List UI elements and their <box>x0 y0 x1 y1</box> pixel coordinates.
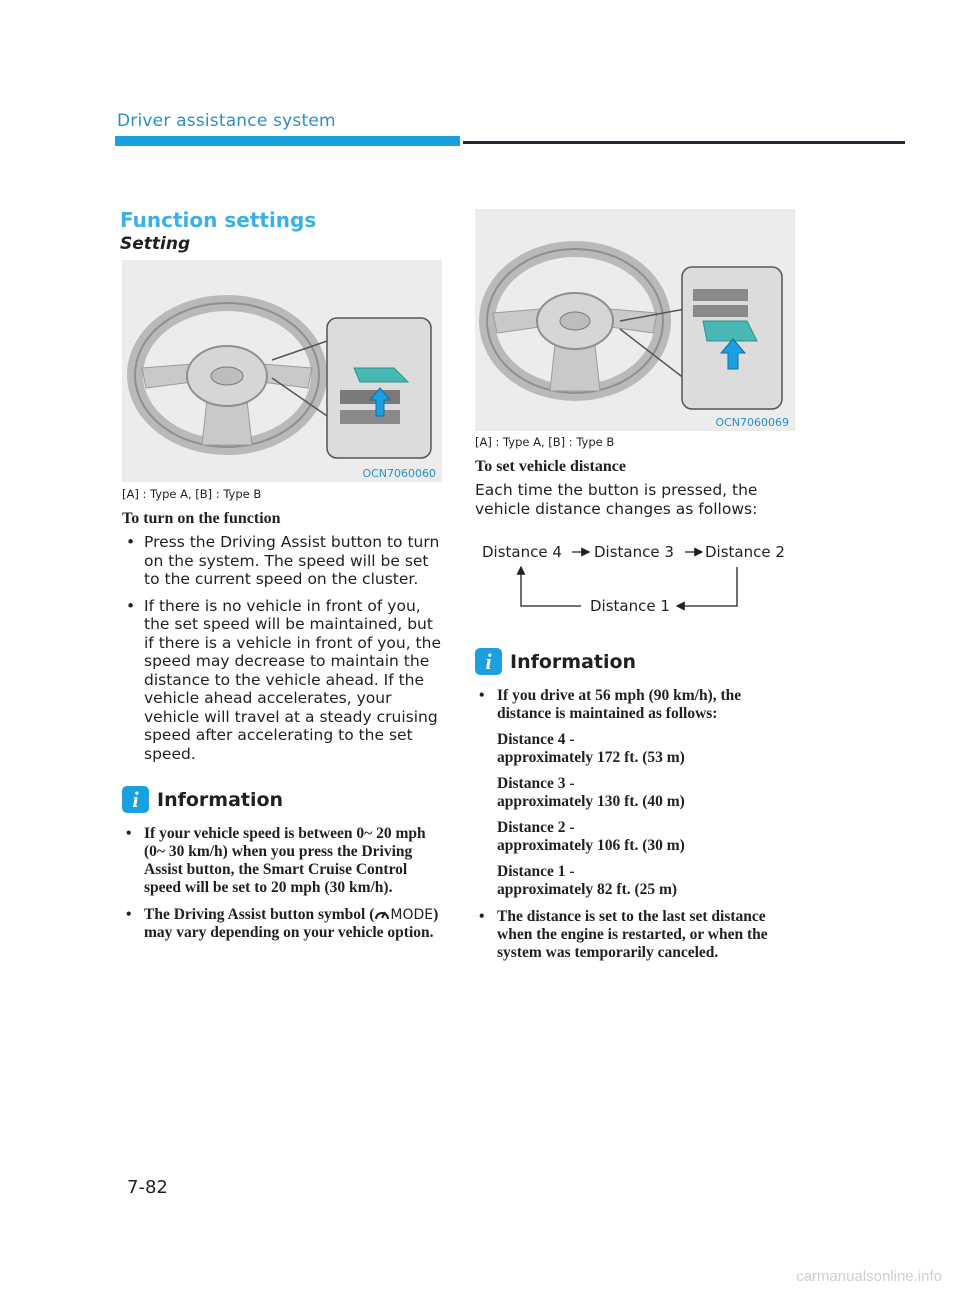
information-box-1 <box>122 786 444 951</box>
set-distance-heading: To set vehicle distance <box>475 458 626 475</box>
info-icon: i <box>475 648 502 675</box>
figure-caption: [A] : Type A, [B] : Type B <box>122 487 262 501</box>
watermark: carmanualsonline.info <box>796 1268 942 1285</box>
header-divider <box>463 141 905 144</box>
distance-4-label: Distance 4 <box>482 543 562 561</box>
turn-on-bullets <box>122 533 444 771</box>
sub-title: Setting <box>120 234 191 254</box>
page-number: 7-82 <box>127 1177 168 1198</box>
information-title: Information <box>157 788 284 811</box>
figure-caption: [A] : Type A, [B] : Type B <box>475 435 615 449</box>
list-item: • The distance is set to the last set distance when the engine is restarted, or when the system was temporarily canceled. <box>475 908 795 962</box>
header-accent-bar <box>115 136 460 146</box>
steering-wheel-figure-1 <box>122 260 442 482</box>
section-title: Function settings <box>120 208 317 232</box>
steering-wheel-figure-2 <box>475 209 795 431</box>
list-item: • If your vehicle speed is between 0~ 20 mph (0~ 30 km/h) when you press the Driving Assist button, the Smart Cruise Control speed will be set to 20 mph (30 km/h). <box>122 825 444 897</box>
list-item: • If there is no vehicle in front of you, the set speed will be maintained, but if there is a vehicle in front of you, the speed may decrease to maintain the distance to the vehicle ahead. If the vehicle ahead accelerates, your vehicle will travel at a steady cruising speed after accelerating to the set speed. <box>122 597 444 764</box>
steering-wheel-illustration <box>122 260 442 482</box>
distance-1-label: Distance 1 <box>590 597 670 615</box>
information-title: Information <box>510 650 637 673</box>
list-item: • The Driving Assist button symbol ( MODE) may vary depending on your vehicle option. <box>122 906 444 942</box>
distance-entry: Distance 1 - approximately 82 ft. (25 m) <box>497 863 678 898</box>
figure-code: OCN7060060 <box>362 467 436 480</box>
distance-cycle-diagram <box>475 540 795 620</box>
distance-entry: Distance 4 - approximately 172 ft. (53 m) <box>497 731 685 766</box>
turn-on-heading: To turn on the function <box>122 510 281 527</box>
header-section-title: Driver assistance system <box>117 111 336 131</box>
distance-entry: Distance 2 - approximately 106 ft. (30 m) <box>497 819 685 854</box>
information-box-2 <box>475 648 795 971</box>
info-icon: i <box>122 786 149 813</box>
steering-wheel-illustration <box>475 209 795 431</box>
distance-entry: Distance 3 - approximately 130 ft. (40 m) <box>497 775 685 810</box>
list-item: • If you drive at 56 mph (90 km/h), the distance is maintained as follows: Distance 4 - approximately 172 ft. (53 m) Distance 3 - approximately 130 ft. (40 m) Distance 2 - approximately 106 ft. (30 m) Distance 1 - approximately 82 ft. (25 m) <box>475 687 795 899</box>
distance-2-label: Distance 2 <box>705 543 785 561</box>
distance-3-label: Distance 3 <box>594 543 674 561</box>
list-item: • Press the Driving Assist button to turn on the system. The speed will be set to the current speed on the cluster. <box>122 533 444 589</box>
driving-assist-mode-icon: MODE <box>374 907 433 923</box>
set-distance-text: Each time the button is pressed, the vehicle distance changes as follows: <box>475 481 758 518</box>
figure-code: OCN7060069 <box>715 416 789 429</box>
